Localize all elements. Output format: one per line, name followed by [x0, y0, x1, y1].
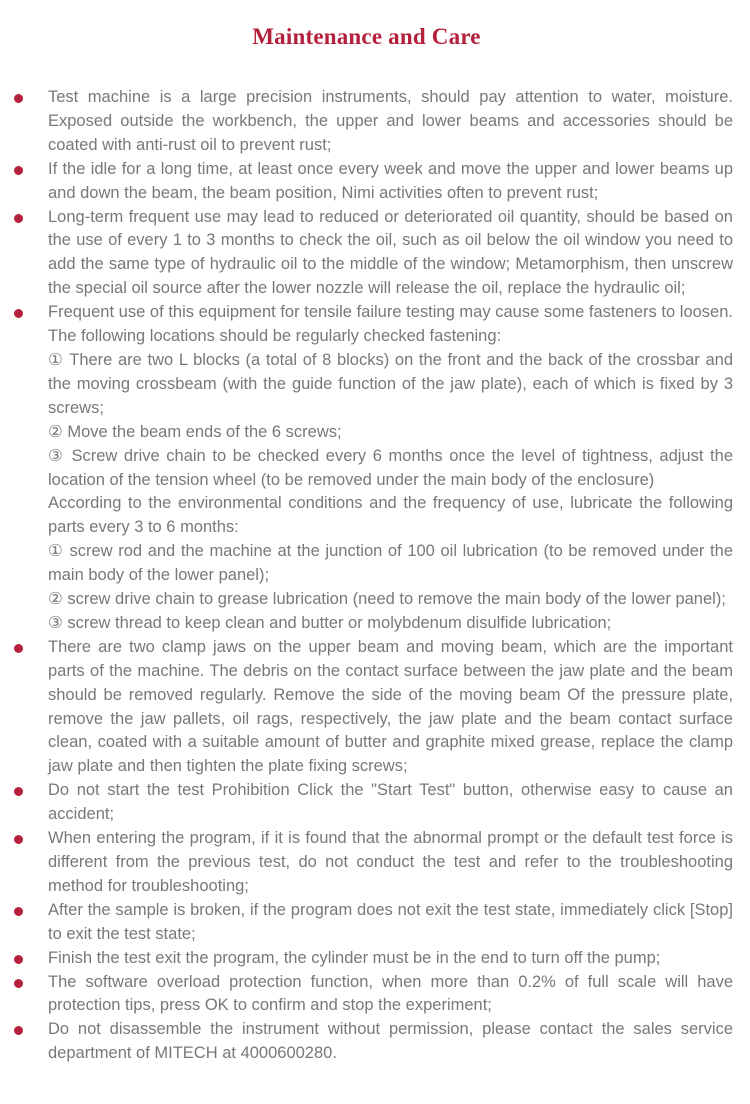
list-item: [0, 971, 733, 1019]
bullet-icon: [14, 979, 23, 988]
bullet-paragraph: ② Move the beam ends of the 6 screws;: [48, 422, 342, 441]
bullet-paragraph: If the idle for a long time, at least once every week and move the upper and lower beams up and down the beam, the beam position, Nimi activities often to prevent rust;: [48, 159, 733, 202]
bullet-paragraph: Do not disassemble the instrument without permission, please contact the sales service department of MITECH at 4000600280.: [48, 1020, 733, 1063]
bullet-paragraph: Test machine is a large precision instruments, should pay attention to water, moisture. Exposed outside the workbench, the upper and lower beams and accessories should be coated with anti-rust oil to prevent rust;: [48, 88, 733, 154]
bullet-icon: [14, 166, 23, 175]
bullet-paragraph: Finish the test exit the program, the cylinder must be in the end to turn off the pump;: [48, 948, 661, 967]
list-item: [0, 636, 733, 779]
bullet-icon: [14, 644, 23, 653]
bullet-content: [48, 86, 733, 158]
bullet-paragraph: When entering the program, if it is found that the abnormal prompt or the default test force is different from the previous test, do not conduct the test and refer to the troubleshooting method for troubleshooting;: [48, 829, 733, 895]
bullet-icon: [14, 1026, 23, 1035]
list-item: [0, 206, 733, 302]
bullet-content: [48, 636, 733, 779]
bullet-content: [48, 301, 733, 636]
bullet-content: [48, 1018, 733, 1066]
list-item: [0, 947, 733, 971]
bullet-icon: [14, 907, 23, 916]
bullet-content: [48, 899, 733, 947]
bullet-content: [48, 827, 733, 899]
bullet-paragraph: The software overload protection function, when more than 0.2% of full scale will have protection tips, press OK to confirm and stop the experiment;: [48, 972, 733, 1015]
bullet-content: [48, 971, 733, 1019]
bullet-content: [48, 947, 733, 971]
bullet-paragraph: Do not start the test Prohibition Click the "Start Test" button, otherwise easy to cause an accident;: [48, 781, 733, 824]
list-item: [0, 158, 733, 206]
bullet-content: [48, 206, 733, 302]
bullet-paragraph: ③ screw thread to keep clean and butter or molybdenum disulfide lubrication;: [48, 613, 612, 632]
bullet-icon: [14, 955, 23, 964]
bullet-paragraph: Long-term frequent use may lead to reduced or deteriorated oil quantity, should be based on the use of every 1 to 3 months to check the oil, such as oil below the oil window you need to add the same type of hydraulic oil to the middle of the window; Metamorphism, then unscrew the special oil source after the lower nozzle will release the oil, replace the hydraulic oil;: [48, 207, 733, 298]
bullet-paragraph: According to the environmental conditions and the frequency of use, lubricate the following parts every 3 to 6 months:: [48, 494, 733, 537]
list-item: [0, 899, 733, 947]
bullet-content: [48, 158, 733, 206]
bullet-paragraph: ① There are two L blocks (a total of 8 blocks) on the front and the back of the crossbar and the moving crossbeam (with the guide function of the jaw plate), each of which is fixed by 3 screws;: [48, 350, 733, 417]
bullet-icon: [14, 214, 23, 223]
list-item: [0, 301, 733, 636]
bullet-icon: [14, 94, 23, 103]
list-item: [0, 827, 733, 899]
bullet-paragraph: After the sample is broken, if the program does not exit the test state, immediately click [Stop] to exit the test state;: [48, 900, 733, 943]
bullet-paragraph: ① screw rod and the machine at the junction of 100 oil lubrication (to be removed under the main body of the lower panel);: [48, 542, 733, 585]
bullet-paragraph: There are two clamp jaws on the upper beam and moving beam, which are the important parts of the machine. The debris on the contact surface between the jaw plate and the beam should be removed regularly. Remove the side of the moving beam Of the pressure plate, remove the jaw pallets, oil rags, respectively, the jaw plate and the beam contact surface clean, coated with a suitable amount of butter and graphite mixed grease, replace the clamp jaw plate and then tighten the plate fixing screws;: [48, 637, 733, 776]
bullet-content: [48, 779, 733, 827]
bullet-icon: [14, 835, 23, 844]
bullet-paragraph: Frequent use of this equipment for tensile failure testing may cause some fasteners to loosen. The following locations should be regularly checked fastening:: [48, 303, 733, 346]
list-item: [0, 1018, 733, 1066]
bullet-paragraph: ③ Screw drive chain to be checked every 6 months once the level of tightness, adjust the location of the tension wheel (to be removed under the main body of the enclosure): [48, 446, 733, 489]
bullet-paragraph: ② screw drive chain to grease lubrication (need to remove the main body of the lower panel);: [48, 590, 726, 609]
bullet-icon: [14, 787, 23, 796]
list-item: [0, 779, 733, 827]
bullet-icon: [14, 309, 23, 318]
page-title: Maintenance and Care: [252, 24, 481, 49]
bullet-list: [0, 86, 733, 1066]
list-item: [0, 86, 733, 158]
